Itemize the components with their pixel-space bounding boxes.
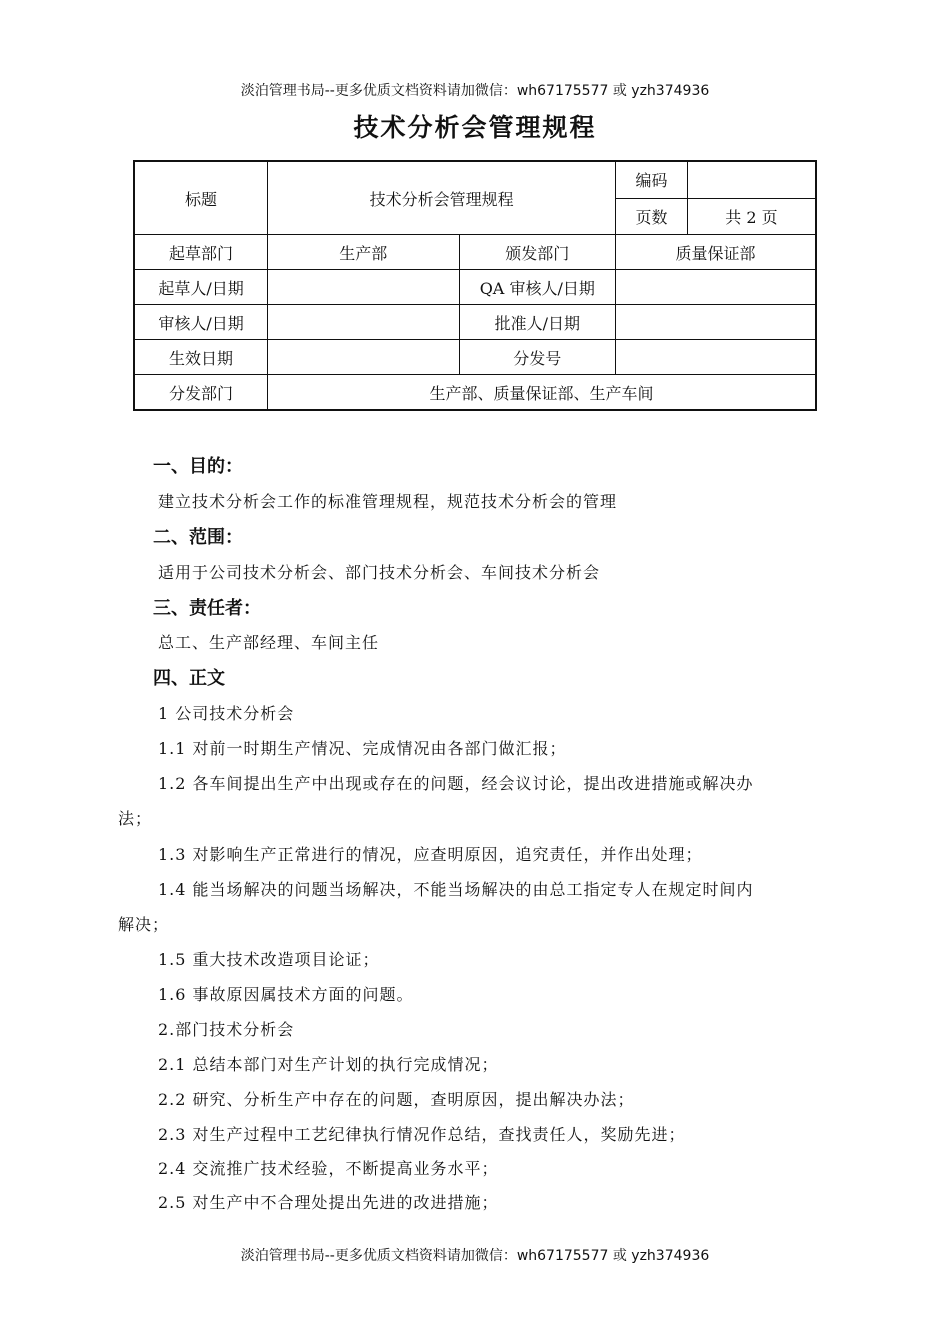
value-distribution-number — [616, 340, 816, 375]
label-pages: 页数 — [616, 198, 688, 235]
value-approver — [616, 305, 816, 340]
value-title: 技术分析会管理规程 — [268, 161, 616, 235]
label-code: 编码 — [616, 161, 688, 198]
document-info-table — [133, 160, 817, 411]
section-scope-text: 适用于公司技术分析会、部门技术分析会、车间技术分析会 — [158, 563, 601, 582]
label-reviewer: 审核人/日期 — [134, 305, 268, 340]
value-drafter — [268, 270, 459, 305]
list-item: 1.5 重大技术改造项目论证； — [158, 950, 380, 969]
header-watermark-note: 淡泊管理书局--更多优质文档资料请加微信：wh67175577 或 yzh374936 — [240, 83, 710, 99]
list-item: 1.1 对前一时期生产情况、完成情况由各部门做汇报； — [158, 739, 567, 758]
section-responsible-text: 总工、生产部经理、车间主任 — [158, 633, 380, 652]
list-item: 1.4 能当场解决的问题当场解决，不能当场解决的由总工指定专人在规定时间内 — [158, 880, 754, 899]
list-item: 1.6 事故原因属技术方面的问题。 — [158, 985, 414, 1004]
label-approver: 批准人/日期 — [459, 305, 616, 340]
section-responsible-heading: 三、责任者： — [153, 598, 261, 619]
list-item-continuation: 解决； — [118, 915, 170, 934]
list-item: 2.部门技术分析会 — [158, 1020, 295, 1039]
value-code — [687, 161, 816, 198]
label-distribution-number: 分发号 — [459, 340, 616, 375]
value-qa-reviewer — [616, 270, 816, 305]
value-issue-dept: 质量保证部 — [616, 235, 816, 270]
label-qa-reviewer: QA 审核人/日期 — [459, 270, 616, 305]
value-effective-date — [268, 340, 459, 375]
list-item: 1.3 对影响生产正常进行的情况，应查明原因，追究责任，并作出处理； — [158, 845, 703, 864]
label-title: 标题 — [134, 161, 268, 235]
list-item: 2.5 对生产中不合理处提出先进的改进措施； — [158, 1193, 499, 1212]
list-item: 1.2 各车间提出生产中出现或存在的问题，经会议讨论，提出改进措施或解决办 — [158, 774, 754, 793]
list-item: 1 公司技术分析会 — [158, 704, 295, 723]
footer-watermark-note: 淡泊管理书局--更多优质文档资料请加微信：wh67175577 或 yzh374936 — [240, 1248, 710, 1264]
label-drafter: 起草人/日期 — [134, 270, 268, 305]
section-scope-heading: 二、范围： — [153, 527, 243, 548]
label-effective-date: 生效日期 — [134, 340, 268, 375]
value-distribution-dept: 生产部、质量保证部、生产车间 — [268, 375, 816, 411]
value-reviewer — [268, 305, 459, 340]
value-pages: 共 2 页 — [687, 198, 816, 235]
label-issue-dept: 颁发部门 — [459, 235, 616, 270]
list-item: 2.4 交流推广技术经验，不断提高业务水平； — [158, 1159, 499, 1178]
label-draft-dept: 起草部门 — [134, 235, 268, 270]
list-item-continuation: 法； — [118, 809, 153, 828]
section-purpose-text: 建立技术分析会工作的标准管理规程，规范技术分析会的管理 — [158, 492, 618, 511]
section-purpose-heading: 一、目的： — [153, 456, 243, 477]
list-item: 2.1 总结本部门对生产计划的执行完成情况； — [158, 1055, 499, 1074]
label-distribution-dept: 分发部门 — [134, 375, 268, 411]
document-title: 技术分析会管理规程 — [353, 113, 597, 142]
value-draft-dept: 生产部 — [268, 235, 459, 270]
section-body-heading: 四、正文 — [153, 668, 225, 689]
list-item: 2.3 对生产过程中工艺纪律执行情况作总结，查找责任人，奖励先进； — [158, 1125, 686, 1144]
list-item: 2.2 研究、分析生产中存在的问题，查明原因，提出解决办法； — [158, 1090, 635, 1109]
